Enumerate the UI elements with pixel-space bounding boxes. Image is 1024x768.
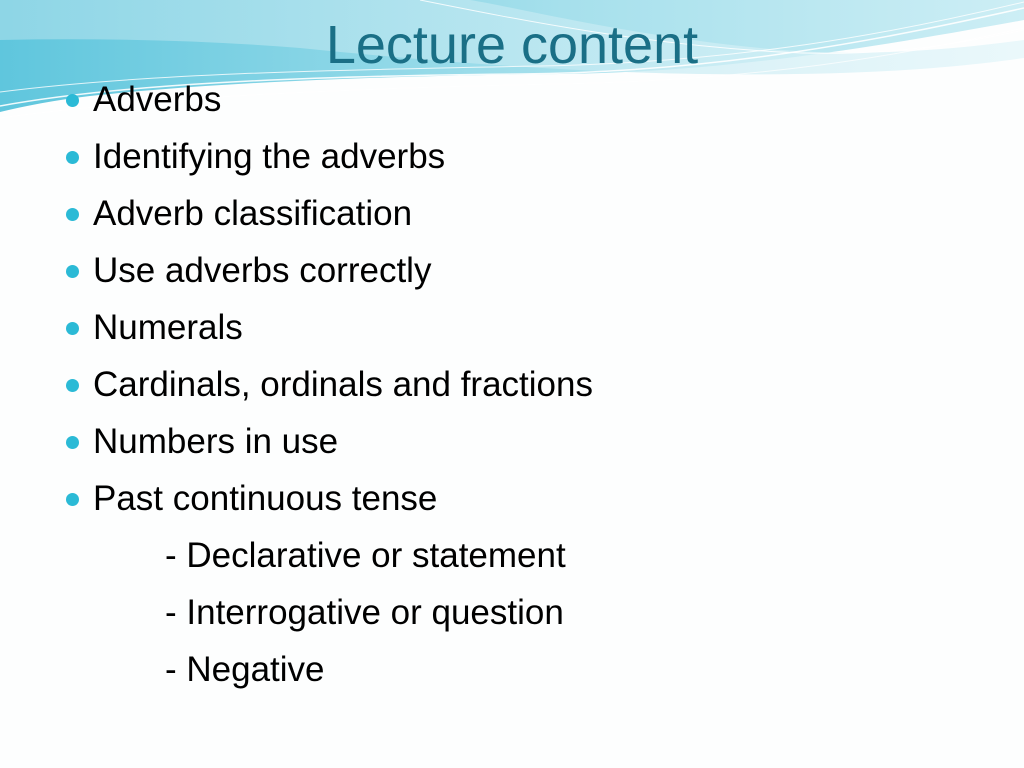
bullet-icon — [66, 265, 79, 278]
list-item — [62, 245, 593, 302]
sub-list-item — [62, 587, 593, 644]
bullet-list — [62, 74, 593, 701]
bullet-text: Numbers in use — [93, 422, 339, 461]
bullet-text: Use adverbs correctly — [93, 251, 432, 290]
sub-item-text: - Negative — [165, 650, 325, 689]
bullet-icon — [66, 379, 79, 392]
bullet-text: Numerals — [93, 308, 243, 347]
sub-item-text: - Declarative or statement — [165, 536, 566, 575]
sub-list-item — [62, 530, 593, 587]
bullet-icon — [66, 94, 79, 107]
bullet-icon — [66, 151, 79, 164]
sub-list-item — [62, 644, 593, 701]
list-item — [62, 131, 593, 188]
bullet-text: Past continuous tense — [93, 479, 438, 518]
list-item — [62, 473, 593, 530]
bullet-text: Adverbs — [93, 80, 222, 119]
slide-title: Lecture content — [325, 15, 699, 75]
list-item — [62, 416, 593, 473]
bullet-text: Identifying the adverbs — [93, 137, 446, 176]
list-item — [62, 302, 593, 359]
bullet-icon — [66, 322, 79, 335]
bullet-icon — [66, 493, 79, 506]
bullet-text: Cardinals, ordinals and fractions — [93, 365, 593, 404]
bullet-text: Adverb classification — [93, 194, 413, 233]
sub-item-text: - Interrogative or question — [165, 593, 564, 632]
bullet-icon — [66, 208, 79, 221]
list-item — [62, 188, 593, 245]
list-item — [62, 74, 593, 131]
bullet-icon — [66, 436, 79, 449]
list-item — [62, 359, 593, 416]
